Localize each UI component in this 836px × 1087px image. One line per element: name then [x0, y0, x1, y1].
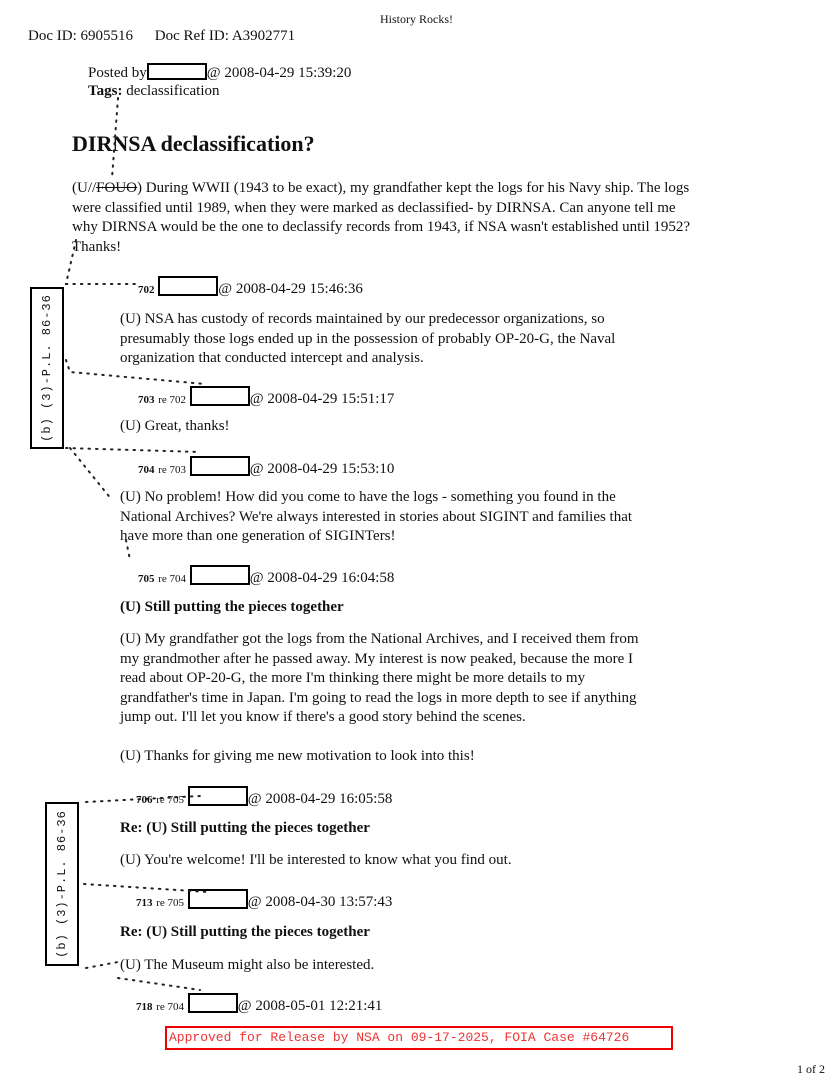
post-body-line: Thanks!: [72, 238, 122, 255]
post-title: DIRNSA declassification?: [72, 131, 315, 156]
reply-number: 702: [138, 284, 155, 296]
page-number: 1 of 2: [797, 1062, 825, 1076]
reply-timestamp: @ 2008-04-29 15:51:17: [249, 391, 395, 407]
reply-reference: re 704: [158, 573, 187, 585]
post-timestamp: @ 2008-04-29 15:39:20: [206, 65, 352, 81]
classification-marking: (U//FOUO): [72, 180, 143, 196]
reply-reference: re 705: [156, 897, 185, 909]
post-body-line: were classified until 1989, when they were marked as declassified- by DIRNSA. Can anyone tell me: [72, 199, 676, 216]
reply-number: 706: [136, 794, 153, 806]
exemption-bracket: (b) (3)-P.L. 86-36: [45, 802, 79, 966]
reply-subject: (U) Still putting the pieces together: [120, 599, 344, 615]
reply-line: grandfather's time in Japan. I'm going to read the logs in more depth to see if anything: [120, 689, 637, 706]
post-body-line: (U//FOUO) During WWII (1943 to be exact), my grandfather kept the logs for his Navy ship. The logs: [72, 180, 690, 196]
reply-reference: re 704: [156, 1001, 185, 1013]
release-stamp: Approved for Release by NSA on 09-17-2025, FOIA Case #64726: [165, 1026, 673, 1050]
doc-ref-id: Doc Ref ID: A3902771: [154, 28, 296, 44]
reply-timestamp: @ 2008-04-29 15:53:10: [249, 461, 395, 477]
reply-number: 705: [138, 573, 155, 585]
reply-line: (U) You're welcome! I'll be interested to know what you find out.: [120, 852, 512, 868]
reply-reference: re 703: [158, 464, 187, 476]
site-title: History Rocks!: [380, 12, 453, 26]
reply-timestamp: @ 2008-04-29 16:05:58: [247, 791, 393, 807]
reply-line: (U) The Museum might also be interested.: [120, 957, 375, 973]
reply-line: presumably those logs ended up in the possession of probably OP-20-G, the Naval: [120, 330, 616, 347]
reply-number: 704: [138, 464, 155, 476]
reply-line: jump out. I'll let you know if there's a good story behind the scenes.: [120, 709, 526, 725]
reply-line: organization that conducted intercept and analysis.: [120, 350, 424, 366]
reply-timestamp: @ 2008-04-29 15:46:36: [218, 281, 363, 297]
reply-line: (U) My grandfather got the logs from the National Archives, and I received them from: [120, 631, 639, 647]
reply-timestamp: @ 2008-04-30 13:57:43: [247, 894, 393, 910]
tags-label: Tags:: [88, 83, 123, 99]
reply-line: (U) Great, thanks!: [120, 418, 230, 434]
posted-by-label: Posted by: [88, 65, 147, 81]
tags-value: declassification: [126, 83, 220, 99]
reply-timestamp: @ 2008-05-01 12:21:41: [237, 998, 383, 1014]
reply-subject: Re: (U) Still putting the pieces together: [120, 924, 370, 940]
reply-reference: re 702: [158, 394, 187, 406]
reply-number: 713: [136, 897, 153, 909]
reply-line: (U) NSA has custody of records maintained by our predecessor organizations, so: [120, 311, 605, 327]
reply-timestamp: @ 2008-04-29 16:04:58: [249, 570, 395, 586]
reply-reference: re 705: [156, 794, 185, 806]
reply-line: my grandmother after he passed away. My interest is now peaked, because the more I: [120, 650, 634, 667]
post-body-line: why DIRNSA would be the one to declassify records from 1943, if NSA wasn't established until 1952?: [72, 219, 691, 235]
reply-line: have more than one generation of SIGINTers!: [120, 528, 396, 544]
exemption-bracket: (b) (3)-P.L. 86-36: [30, 287, 64, 449]
reply-subject: Re: (U) Still putting the pieces together: [120, 820, 370, 836]
reply-number: 718: [136, 1001, 153, 1013]
reply-number: 703: [138, 394, 155, 406]
doc-id: Doc ID: 6905516: [28, 28, 133, 44]
reply-line: (U) No problem! How did you come to have the logs - something you found in the: [120, 489, 616, 505]
reply-body-extra: (U) Thanks for giving me new motivation to look into this!: [120, 748, 475, 764]
reply-line: National Archives? We're always interested in stories about SIGINT and families that: [120, 508, 633, 525]
reply-line: read about OP-20-G, the more I'm thinking there might be more details to my: [120, 670, 586, 686]
